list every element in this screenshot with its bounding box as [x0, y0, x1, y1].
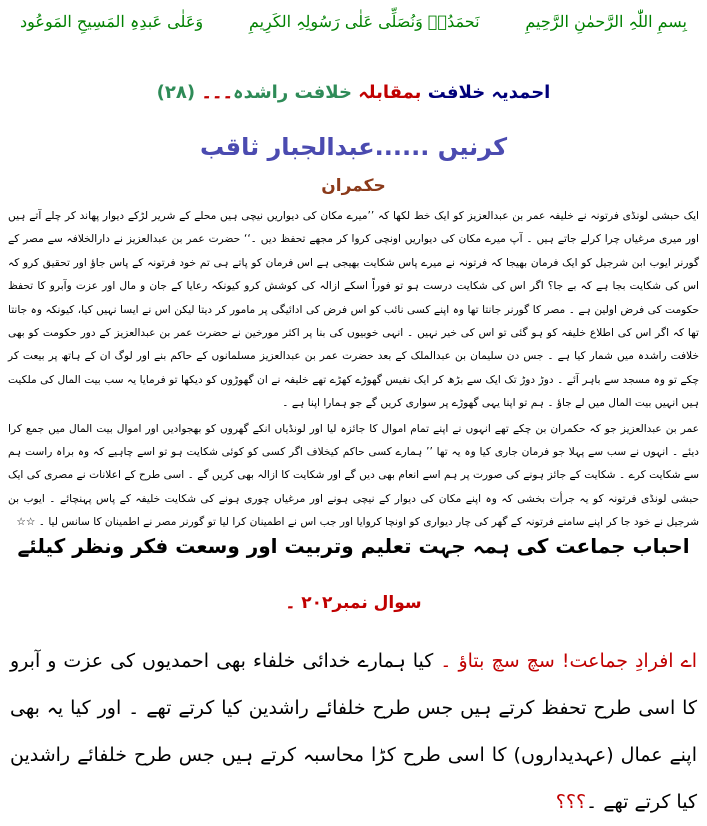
sub-heading: احباب جماعت کی ہمہ جہت تعلیم وتربیت اور وسعت فکر ونظر کیلئے [17, 534, 690, 558]
article-paragraph: ایک حبشی لونڈی فرتونہ نے خلیفہ عمر بن عبدالعزیز کو ایک خط لکھا کہ ’’میرے مکان کی دیواریں نیچی ہیں محلے کے شریر لڑکے دیوار پھاند کر چلے آتے ہیں اور میری مرغیاں چرا کرلے جاتے ہیں ۔ آپ میرے مکان کی دیواریں اونچی کروا کر مجھے تحفظ دیں ۔‘‘ حضرت عمر بن عبدالعزیز نے دارالخلافہ سے مصر کے گورنر ایوب ابن شرجیل کو ایک فرمان بھیجا کہ فرتونہ نے میرے پاس شکایت بھیجی ہے اس فرمان کو پاتے ہی تم خود فرتونہ کے پاس جاؤ اور تحقیق کرو کہ اس کی شکایت بجا ہے کہ بے جا؟ اگر اس کی شکایت درست ہو تو فوراً اسکے ازالہ کی کوشش کرو کیونکہ رعایا کے جان و مال اور عزت وآبرو کا تحفظ حکومت کی فرض اولین ہے ۔ مصر کا گورنر جانتا تھا وہ اپنے کسی نائب کو اس فرض کی ادائیگی پر مامور کر دیتا لیکن اس نے ایسا نہیں کیا، کیونکہ وہ جانتا تھا کہ اگر اس کی اطلاع خلیفہ کو ہو گئی تو اس کی خیر نہیں ۔ انہی خوبیوں کی بنا پر اکثر مورخین نے حضرت عمر بن عبدالعزیز کے دور حکومت کو بھی خلافت راشدہ میں شمار کیا ہے ۔ جس دن سلیمان بن عبدالملک کے بعد حضرت عمر بن عبدالعزیز مسلمانوں کے حاکم بنے اور لوگ ان کے ہاتھ پر بیعت کر چکے تو وہ مسجد سے باہر آئے ۔ دوڑ دوڑ تک ایک سے بڑھ کر ایک نفیس گھوڑے کھڑے تھے خلیفہ نے ان گھوڑوں کو دیکھا تو فرمایا یہ سب بیت المال کی ملکیت ہیں انہیں بیت المال میں لے جاؤ ۔ ہم تو اپنا یہی گھوڑے پر سواری کریں گے جو ہمارا اپنا ہے ۔ [8, 210, 699, 410]
series-title-part2: بمقابلہ [351, 82, 428, 103]
hamd-text: نَحمَدُہٗ وَنُصَلِّی عَلٰی رَسُولِہِ الکَرِیمِ [248, 11, 480, 31]
series-title-part3: خلافت راشدہ [233, 82, 352, 103]
article-body [8, 205, 699, 529]
question-body: کیا ہمارے خدائی خلفاء بھی احمدیوں کی عزت و آبرو کا اسی طرح تحفظ کرتے ہیں جس طرح خلفائے راشدین کیا کرتے تھے ۔ اور کیا یہ بھی اپنے عمال (عہدیداروں) کا اسی طرح کڑا محاسبہ کرتے ہیں جس طرح خلفائے راشدین کیا کرتے تھے ۔ [10, 650, 697, 813]
series-title-part4: ۔۔۔ [201, 82, 234, 103]
article-paragraph: عمر بن عبدالعزیز جو کہ حکمران بن چکے تھے انہوں نے اپنے تمام اموال کا جائزہ لیا اور لونڈیاں انکے گھروں کو بھجوادیں اور اموال بیت المال میں جمع کرا دیئے ۔ انہوں نے سب سے پہلا جو فرمان جاری کیا وہ یہ تھا ’’ ہمارے کسی حاکم کیخلاف اگر کسی کو کوئی شکایت ہو تو اسے چاہیے کہ وہ براہ راست ہم سے شکایت کرے ۔ شکایت کے جائز ہونے کی صورت پر ہم اسے انعام بھی دیں گے اور شکایت کا ازالہ بھی کریں گے ۔ اسی طرح کے اعلانات نے مصری کی ایک حبشی لونڈی فرتونہ کو یہ جرأت بخشی کہ وہ اپنے مکان کی دیوار کے نیچی ہونے اور مرغیاں چوری ہونے کی شکایت خلیفہ کے پاس پہنچائے ۔ ایوب بن شرجیل نے خود جا کر اپنے سامنے فرتونہ کے گھر کی چار دیواری کو اونچا کروایا اور جب اس نے اطمینان کرا لیا تو گورنر مصر نے اطمینان کا سانس لیا ۔ ☆☆ [8, 422, 699, 529]
question-marks: ؟؟؟ [555, 791, 587, 813]
masih-text: وَعَلٰی عَبدِہِ المَسِیحِ المَوعُود [20, 11, 204, 31]
section-heading: حکمران [321, 176, 386, 196]
question-text [10, 638, 697, 813]
series-title-part1: احمدیہ خلافت [427, 82, 551, 103]
invocation-header [20, 6, 687, 36]
question-lead: اے افرادِ جماعت! سچ سچ بتاؤ ۔ [440, 650, 697, 672]
bismillah-text: بِسمِ اللّٰہِ الرَّحمٰنِ الرَّحِیمِ [525, 11, 687, 31]
question-number: سوال نمبر۲۰۲ ۔ [285, 593, 422, 613]
author-heading: کرنیں ......عبدالجبار ثاقب [199, 133, 508, 161]
series-title [0, 82, 707, 114]
series-title-number: (۲۸) [156, 82, 196, 103]
